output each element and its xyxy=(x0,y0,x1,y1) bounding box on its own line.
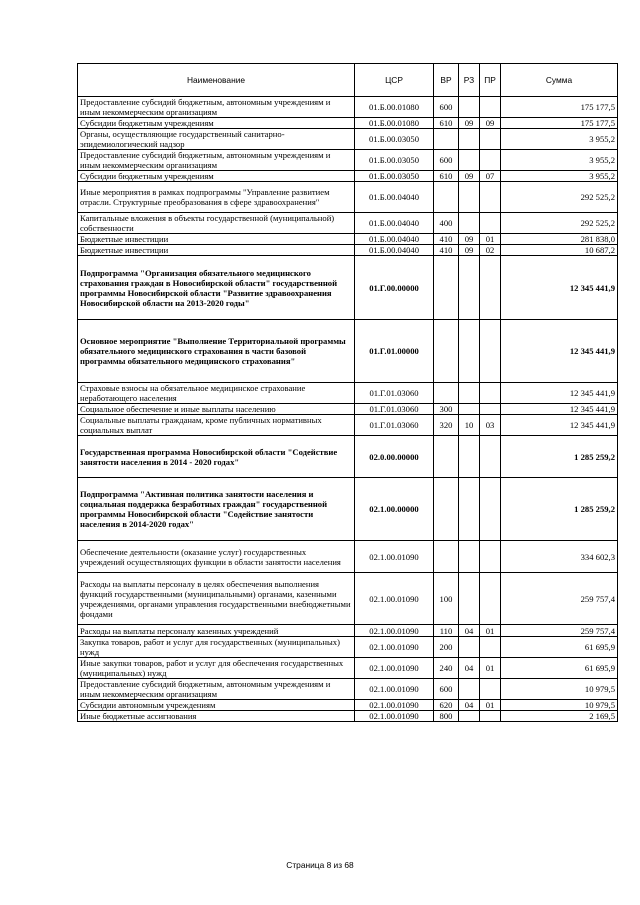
table-row xyxy=(78,150,618,171)
cell-csr: 02.1.00.01090 xyxy=(355,679,434,700)
cell-vr: 240 xyxy=(434,658,459,679)
cell-pr: 01 xyxy=(480,625,501,637)
cell-rz: 10 xyxy=(459,415,480,436)
cell-csr: 02.1.00.01090 xyxy=(355,711,434,722)
cell-vr xyxy=(434,478,459,541)
cell-name: Подпрограмма "Организация обязательного медицинского страхования граждан в Новосибирской области" государственной программы Новосибирской области "Развитие здравоохранения Новосибирской области на 2013-2020 годы" xyxy=(78,256,355,320)
cell-vr xyxy=(434,383,459,404)
cell-rz xyxy=(459,679,480,700)
cell-pr xyxy=(480,129,501,150)
cell-pr xyxy=(480,320,501,383)
cell-name: Бюджетные инвестиции xyxy=(78,234,355,245)
cell-pr xyxy=(480,182,501,213)
table-row xyxy=(78,700,618,711)
cell-pr xyxy=(480,404,501,415)
table-row xyxy=(78,118,618,129)
cell-pr: 01 xyxy=(480,234,501,245)
cell-vr: 200 xyxy=(434,637,459,658)
table-row xyxy=(78,679,618,700)
header-name: Наименование xyxy=(78,64,355,97)
cell-sum: 12 345 441,9 xyxy=(501,320,618,383)
cell-rz xyxy=(459,637,480,658)
header-pr: ПР xyxy=(480,64,501,97)
table-row xyxy=(78,256,618,320)
table-row xyxy=(78,320,618,383)
cell-sum: 175 177,5 xyxy=(501,118,618,129)
cell-pr: 09 xyxy=(480,118,501,129)
cell-name: Органы, осуществляющие государственный санитарно-эпидемиологический надзор xyxy=(78,129,355,150)
cell-pr xyxy=(480,256,501,320)
cell-sum: 12 345 441,9 xyxy=(501,383,618,404)
cell-rz xyxy=(459,478,480,541)
cell-vr: 410 xyxy=(434,245,459,256)
cell-sum: 10 979,5 xyxy=(501,679,618,700)
cell-sum: 281 838,0 xyxy=(501,234,618,245)
cell-sum: 175 177,5 xyxy=(501,97,618,118)
table-row xyxy=(78,625,618,637)
cell-name: Страховые взносы на обязательное медицинское страхование неработающего населения xyxy=(78,383,355,404)
cell-name: Социальные выплаты гражданам, кроме публичных нормативных социальных выплат xyxy=(78,415,355,436)
cell-rz xyxy=(459,573,480,625)
cell-pr: 03 xyxy=(480,415,501,436)
cell-rz: 04 xyxy=(459,700,480,711)
cell-csr: 01.Б.00.04040 xyxy=(355,234,434,245)
cell-csr: 02.1.00.01090 xyxy=(355,541,434,573)
table-row xyxy=(78,182,618,213)
table-row xyxy=(78,213,618,234)
cell-sum: 334 602,3 xyxy=(501,541,618,573)
cell-vr: 110 xyxy=(434,625,459,637)
cell-name: Бюджетные инвестиции xyxy=(78,245,355,256)
table-row xyxy=(78,171,618,182)
cell-name: Предоставление субсидий бюджетным, автономным учреждениям и иным некоммерческим организациям xyxy=(78,150,355,171)
cell-name: Предоставление субсидий бюджетным, автономным учреждениям и иным некоммерческим организациям xyxy=(78,679,355,700)
cell-rz: 09 xyxy=(459,171,480,182)
cell-pr xyxy=(480,383,501,404)
cell-vr: 400 xyxy=(434,213,459,234)
cell-sum: 10 687,2 xyxy=(501,245,618,256)
cell-csr: 02.1.00.00000 xyxy=(355,478,434,541)
cell-vr: 800 xyxy=(434,711,459,722)
cell-sum: 1 285 259,2 xyxy=(501,478,618,541)
cell-csr: 02.1.00.01090 xyxy=(355,573,434,625)
header-vr: ВР xyxy=(434,64,459,97)
cell-csr: 01.Б.00.01080 xyxy=(355,118,434,129)
page-number-footer: Страница 8 из 68 xyxy=(286,860,354,870)
table-row xyxy=(78,383,618,404)
cell-pr xyxy=(480,436,501,478)
cell-rz xyxy=(459,97,480,118)
cell-vr: 410 xyxy=(434,234,459,245)
cell-name: Субсидии бюджетным учреждениям xyxy=(78,118,355,129)
table-row xyxy=(78,245,618,256)
table-row xyxy=(78,97,618,118)
cell-rz xyxy=(459,541,480,573)
cell-sum: 12 345 441,9 xyxy=(501,256,618,320)
cell-pr xyxy=(480,150,501,171)
cell-csr: 02.1.00.01090 xyxy=(355,700,434,711)
cell-name: Подпрограмма "Активная политика занятости населения и социальная поддержка безработных граждан" государственной программы Новосибирской области "Содействие занятости населения в 2014-2020 годах" xyxy=(78,478,355,541)
cell-csr: 01.Г.01.03060 xyxy=(355,404,434,415)
cell-vr xyxy=(434,182,459,213)
cell-vr: 620 xyxy=(434,700,459,711)
cell-sum: 12 345 441,9 xyxy=(501,404,618,415)
cell-sum: 61 695,9 xyxy=(501,637,618,658)
cell-rz xyxy=(459,129,480,150)
header-rz: РЗ xyxy=(459,64,480,97)
cell-csr: 02.1.00.01090 xyxy=(355,625,434,637)
cell-pr xyxy=(480,679,501,700)
cell-csr: 02.0.00.00000 xyxy=(355,436,434,478)
cell-name: Капитальные вложения в объекты государственной (муниципальной) собственности xyxy=(78,213,355,234)
cell-rz: 09 xyxy=(459,245,480,256)
cell-rz xyxy=(459,436,480,478)
cell-csr: 01.Г.01.03060 xyxy=(355,415,434,436)
cell-rz: 04 xyxy=(459,658,480,679)
cell-pr xyxy=(480,97,501,118)
cell-name: Расходы на выплаты персоналу в целях обеспечения выполнения функций государственными (муниципальными) органами, казенными учреждениями, органами управления государственными внебюджетными фондами xyxy=(78,573,355,625)
cell-vr xyxy=(434,320,459,383)
cell-rz: 09 xyxy=(459,118,480,129)
table-row xyxy=(78,637,618,658)
cell-pr: 01 xyxy=(480,700,501,711)
header-sum: Сумма xyxy=(501,64,618,97)
table-header-row xyxy=(78,64,618,97)
cell-sum: 292 525,2 xyxy=(501,182,618,213)
cell-pr xyxy=(480,478,501,541)
cell-name: Расходы на выплаты персоналу казенных учреждений xyxy=(78,625,355,637)
cell-rz xyxy=(459,404,480,415)
cell-vr: 320 xyxy=(434,415,459,436)
cell-vr: 610 xyxy=(434,171,459,182)
cell-pr: 01 xyxy=(480,658,501,679)
cell-sum: 259 757,4 xyxy=(501,625,618,637)
cell-rz: 04 xyxy=(459,625,480,637)
cell-sum: 3 955,2 xyxy=(501,129,618,150)
cell-vr xyxy=(434,256,459,320)
cell-rz xyxy=(459,320,480,383)
cell-vr xyxy=(434,541,459,573)
cell-csr: 01.Г.00.00000 xyxy=(355,256,434,320)
cell-vr: 300 xyxy=(434,404,459,415)
cell-csr: 01.Б.00.04040 xyxy=(355,213,434,234)
cell-name: Субсидии бюджетным учреждениям xyxy=(78,171,355,182)
cell-sum: 10 979,5 xyxy=(501,700,618,711)
cell-csr: 01.Г.01.03060 xyxy=(355,383,434,404)
cell-vr xyxy=(434,129,459,150)
cell-sum: 1 285 259,2 xyxy=(501,436,618,478)
table-row xyxy=(78,129,618,150)
cell-csr: 01.Б.00.04040 xyxy=(355,182,434,213)
table-row xyxy=(78,234,618,245)
cell-csr: 02.1.00.01090 xyxy=(355,637,434,658)
cell-sum: 292 525,2 xyxy=(501,213,618,234)
table-row xyxy=(78,415,618,436)
cell-rz xyxy=(459,150,480,171)
cell-name: Государственная программа Новосибирской области "Содействие занятости населения в 2014 - 2020 годах" xyxy=(78,436,355,478)
table-row xyxy=(78,541,618,573)
table-body xyxy=(78,97,618,722)
table-row xyxy=(78,478,618,541)
cell-sum: 12 345 441,9 xyxy=(501,415,618,436)
table-row xyxy=(78,711,618,722)
cell-csr: 01.Б.00.03050 xyxy=(355,150,434,171)
cell-rz xyxy=(459,711,480,722)
cell-pr xyxy=(480,573,501,625)
cell-name: Иные закупки товаров, работ и услуг для обеспечения государственных (муниципальных) нужд xyxy=(78,658,355,679)
cell-csr: 02.1.00.01090 xyxy=(355,658,434,679)
cell-vr: 600 xyxy=(434,150,459,171)
cell-csr: 01.Г.01.00000 xyxy=(355,320,434,383)
cell-name: Обеспечение деятельности (оказание услуг) государственных учреждений осуществляющих функции в области занятости населения xyxy=(78,541,355,573)
cell-name: Предоставление субсидий бюджетным, автономным учреждениям и иным некоммерческим организациям xyxy=(78,97,355,118)
cell-name: Иные бюджетные ассигнования xyxy=(78,711,355,722)
table-row xyxy=(78,573,618,625)
cell-sum: 2 169,5 xyxy=(501,711,618,722)
cell-vr: 610 xyxy=(434,118,459,129)
table-row xyxy=(78,436,618,478)
cell-name: Иные мероприятия в рамках подпрограммы "Управление развитием отрасли. Структурные преобразования в сфере здравоохранения" xyxy=(78,182,355,213)
cell-sum: 3 955,2 xyxy=(501,171,618,182)
header-csr: ЦСР xyxy=(355,64,434,97)
cell-vr xyxy=(434,436,459,478)
cell-sum: 3 955,2 xyxy=(501,150,618,171)
cell-rz xyxy=(459,383,480,404)
cell-name: Основное мероприятие "Выполнение Территориальной программы обязательного медицинского страхования в части базовой программы обязательного медицинского страхования" xyxy=(78,320,355,383)
cell-vr: 600 xyxy=(434,97,459,118)
cell-csr: 01.Б.00.01080 xyxy=(355,97,434,118)
table-row xyxy=(78,658,618,679)
cell-pr xyxy=(480,541,501,573)
cell-vr: 600 xyxy=(434,679,459,700)
cell-rz xyxy=(459,256,480,320)
cell-pr: 07 xyxy=(480,171,501,182)
cell-name: Субсидии автономным учреждениям xyxy=(78,700,355,711)
cell-sum: 259 757,4 xyxy=(501,573,618,625)
cell-pr xyxy=(480,637,501,658)
cell-csr: 01.Б.00.04040 xyxy=(355,245,434,256)
cell-vr: 100 xyxy=(434,573,459,625)
cell-rz xyxy=(459,213,480,234)
cell-sum: 61 695,9 xyxy=(501,658,618,679)
cell-pr: 02 xyxy=(480,245,501,256)
budget-table xyxy=(77,63,618,722)
cell-csr: 01.Б.00.03050 xyxy=(355,171,434,182)
cell-csr: 01.Б.00.03050 xyxy=(355,129,434,150)
table-row xyxy=(78,404,618,415)
cell-rz: 09 xyxy=(459,234,480,245)
cell-rz xyxy=(459,182,480,213)
cell-name: Закупка товаров, работ и услуг для государственных (муниципальных) нужд xyxy=(78,637,355,658)
cell-name: Социальное обеспечение и иные выплаты населению xyxy=(78,404,355,415)
cell-pr xyxy=(480,711,501,722)
cell-pr xyxy=(480,213,501,234)
